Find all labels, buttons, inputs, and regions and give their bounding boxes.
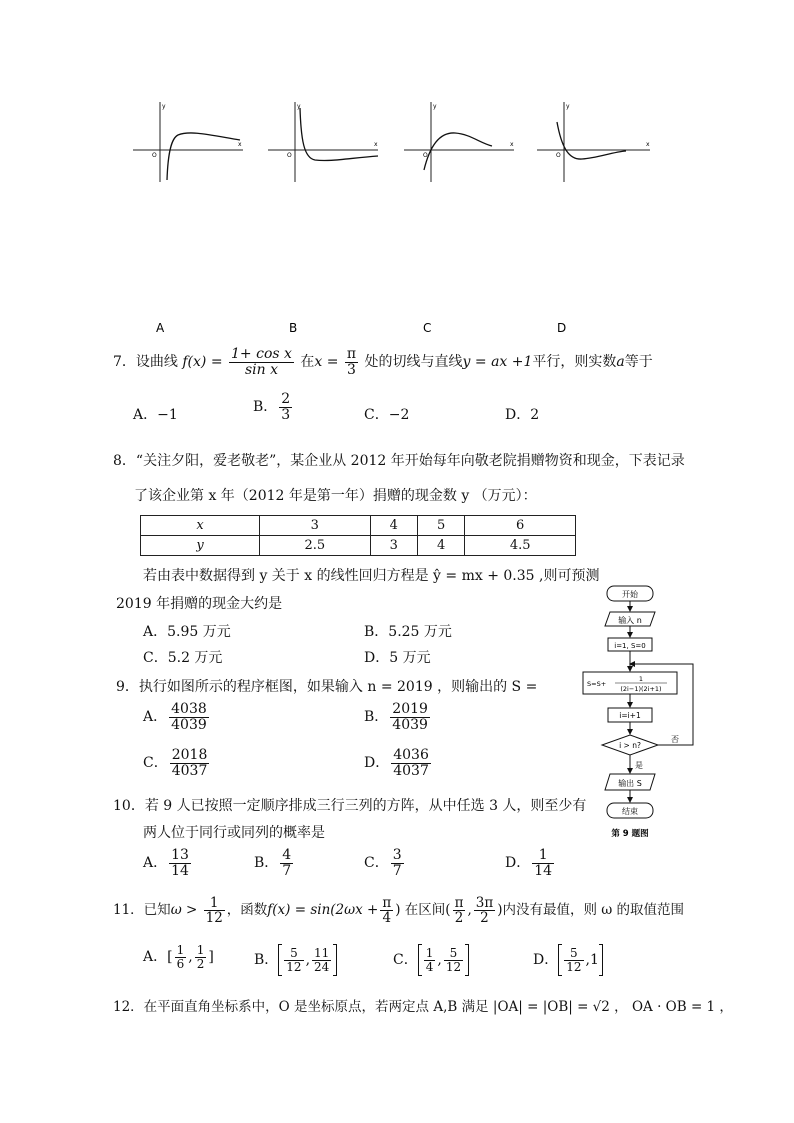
svg-text:x: x: [510, 141, 514, 148]
svg-text:y: y: [433, 103, 437, 110]
question-11: 11．已知ω > $\frac{1}{12}$ ，函数f(x) = sin(2ωx + $\frac{\pi}{4}$ ) 在区间( $\frac{\pi}{2}$ , $\frac{3\pi}{2}$ )内没有最值，则 ω 的取值范围: [113, 895, 685, 927]
svg-text:输入 n: 输入 n: [618, 616, 642, 625]
svg-text:i > n?: i > n?: [619, 741, 641, 750]
svg-text:x: x: [646, 141, 650, 148]
svg-text:y: y: [566, 103, 570, 110]
q11-option-c[interactable]: C． $\frac{1}{4}$ , $\frac{5}{12}$: [393, 944, 469, 976]
q12-condition-1: |OA| = |OB| = √2 ，: [492, 999, 628, 1015]
graph-label-c: C: [423, 321, 432, 335]
question-12: 12．在平面直角坐标系中，O 是坐标原点，若两定点 A,B 满足 |OA| = |OB| = √2 ， OA · OB = 1 ，: [113, 999, 733, 1015]
q10-line2: 两人位于同行或同列的概率是: [143, 825, 325, 841]
q9-option-b[interactable]: B． $\frac{2019}{4039}$: [364, 701, 428, 733]
q8-line4: 2019 年捐赠的现金大约是: [116, 596, 283, 612]
flowchart: [575, 580, 705, 842]
svg-text:O: O: [556, 152, 561, 159]
q7-option-b[interactable]: B． $\frac{2}{3}$: [253, 391, 291, 423]
q8-option-b[interactable]: B．5.25 万元: [364, 624, 452, 640]
q9-option-a[interactable]: A． $\frac{4038}{4039}$: [143, 701, 207, 733]
q8-option-a[interactable]: A．5.95 万元: [143, 624, 231, 640]
svg-text:开始: 开始: [622, 590, 638, 599]
flow-caption: 第 9 题图: [611, 829, 649, 839]
question-7: 7．设曲线 f(x) = $\frac{\text{1+ cos x}}{\text{sin x}}$ 在x = $\frac{\pi}{3}$ 处的切线与直线y = ax +1平行，则实数a等于: [113, 346, 653, 378]
q10-option-b[interactable]: B． $\frac{4}{7}$: [254, 847, 292, 879]
graph-c: [404, 102, 514, 182]
q11-option-a[interactable]: A．[ $\frac{1}{6}$ , $\frac{1}{2}$ ]: [143, 943, 214, 971]
svg-text:y: y: [297, 103, 301, 110]
q11-option-d[interactable]: D． $\frac{5}{12}$ ,1: [533, 944, 603, 976]
q7-option-d[interactable]: D．2: [505, 407, 540, 423]
q9-option-d[interactable]: D． $\frac{4036}{4037}$: [364, 747, 429, 779]
q10-option-d[interactable]: D． $\frac{1}{14}$: [505, 847, 553, 879]
table-row: x 3 4 5 6: [141, 516, 576, 536]
graph-label-a: A: [156, 321, 165, 335]
svg-text:1: 1: [638, 675, 644, 683]
table-row: y 2.5 3 4 4.5: [141, 536, 576, 556]
svg-text:(2i−1)(2i+1): (2i−1)(2i+1): [620, 685, 662, 693]
origin-label: O: [152, 152, 157, 159]
svg-text:O: O: [287, 152, 292, 159]
q10-option-a[interactable]: A． $\frac{13}{14}$: [143, 847, 189, 879]
q8-line1: 8．“关注夕阳，爱老敬老”，某企业从 2012 年开始每年向敬老院捐赠物资和现金，下表记录: [113, 453, 685, 469]
q7-option-c[interactable]: C．−2: [364, 407, 410, 423]
axis-x-label: x: [238, 141, 242, 148]
graph-d: [537, 102, 650, 182]
svg-text:i=i+1: i=i+1: [619, 711, 641, 720]
graph-label-d: D: [557, 321, 567, 335]
q7-option-a[interactable]: A．−1: [133, 407, 178, 423]
svg-text:x: x: [374, 141, 378, 148]
q8-option-d[interactable]: D．5 万元: [364, 650, 431, 666]
q8-line3: 若由表中数据得到 y 关于 x 的线性回归方程是 ŷ = mx + 0.35 ,则可预测: [143, 568, 600, 584]
svg-text:结束: 结束: [622, 807, 638, 816]
q10-option-c[interactable]: C． $\frac{3}{7}$: [364, 847, 402, 879]
graph-b: [268, 102, 378, 182]
q11-option-b[interactable]: B． $\frac{5}{12}$ , $\frac{11}{24}$: [254, 944, 337, 976]
q9-line: 9．执行如图所示的程序框图，如果输入 n = 2019 ，则输出的 S =: [116, 679, 538, 695]
graph-a: [133, 102, 243, 182]
svg-text:O: O: [423, 152, 428, 159]
flow-yes-label: 是: [635, 761, 643, 770]
q9-option-c[interactable]: C． $\frac{2018}{4037}$: [143, 747, 208, 779]
q12-condition-2: OA · OB = 1 ，: [631, 999, 733, 1015]
graph-options: [0, 0, 794, 340]
q8-data-table: [140, 515, 576, 556]
svg-text:输出 S: 输出 S: [618, 779, 642, 788]
q8-option-c[interactable]: C．5.2 万元: [143, 650, 223, 666]
graph-label-b: B: [289, 321, 298, 335]
q8-line2: 了该企业第 x 年（2012 年是第一年）捐赠的现金数 y （万元）：: [134, 488, 537, 504]
svg-text:S=S+: S=S+: [587, 680, 607, 688]
svg-text:i=1, S=0: i=1, S=0: [614, 642, 646, 650]
axis-y-label: y: [162, 103, 166, 110]
q10-line1: 10．若 9 人已按照一定顺序排成三行三列的方阵，从中任选 3 人，则至少有: [113, 798, 587, 814]
flow-no-label: 否: [671, 735, 679, 744]
